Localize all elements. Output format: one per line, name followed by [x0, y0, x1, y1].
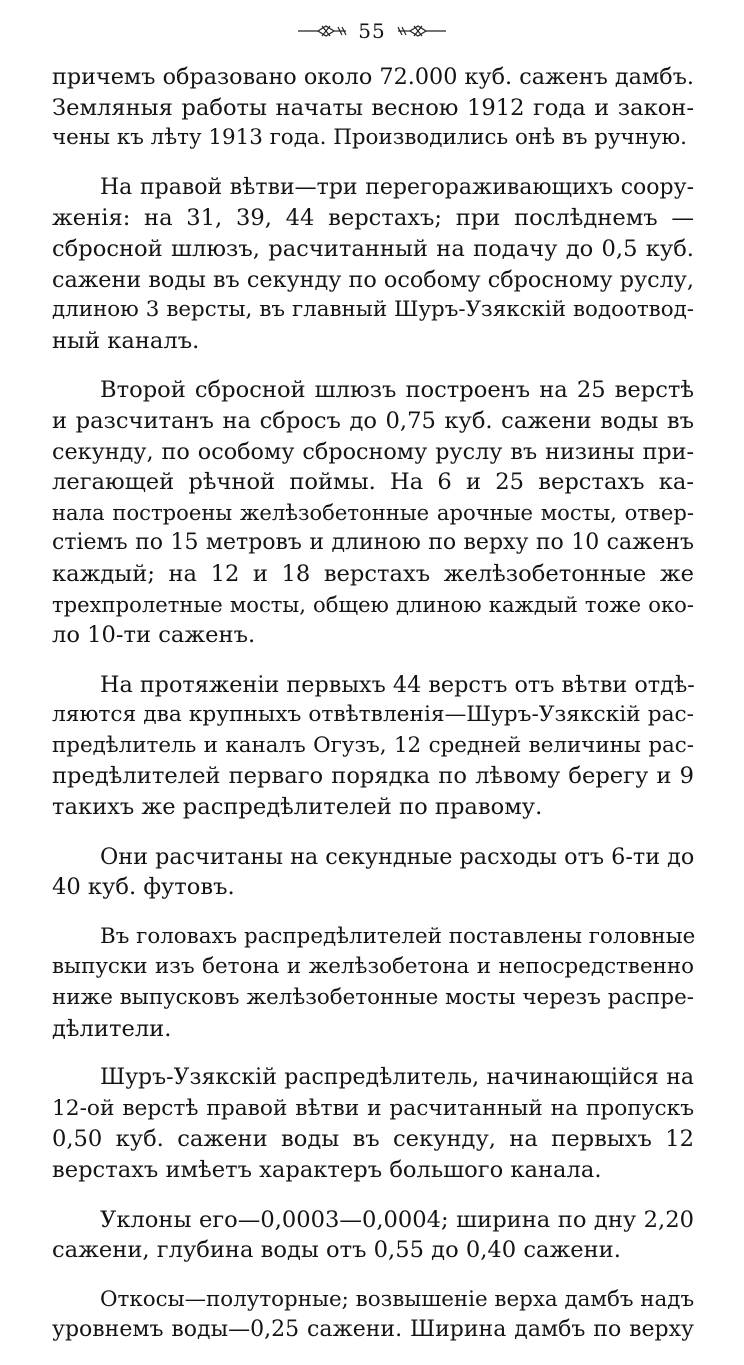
page-number: 55 — [358, 19, 386, 43]
text-line: ло 10-ти саженъ. — [52, 622, 256, 649]
text-line: и разсчитанъ на сбросъ до 0,75 куб. сажени воды въ — [52, 407, 694, 434]
text-line: 12-ой верстѣ правой вѣтви и расчитанный на пропускъ — [52, 1095, 694, 1121]
text-line: причемъ образовано около 72.000 куб. саженъ дамбъ. — [52, 64, 694, 90]
page-header — [0, 16, 744, 46]
text-line: стіемъ по 15 метровъ и длиною по верху по 10 саженъ — [52, 530, 694, 556]
text-line: ниже выпусковъ желѣзобетонные мосты черезъ распре- — [52, 985, 694, 1011]
paragraph — [52, 375, 694, 650]
text-line: сажени, глубина воды отъ 0,55 до 0,40 сажени. — [52, 1237, 621, 1264]
text-line: 40 куб. футовъ. — [52, 874, 235, 901]
text-line: ный каналъ. — [52, 327, 200, 354]
text-line: Откосы—полуторные; возвышеніе верха дамбъ надъ — [100, 1286, 695, 1312]
paragraph — [52, 62, 694, 154]
paragraph — [52, 670, 694, 823]
text-line: уровнемъ воды—0,25 сажени. Ширина дамбъ по верху — [52, 1317, 694, 1343]
text-line: Второй сбросной шлюзъ построенъ на 25 верстѣ — [100, 377, 694, 404]
text-line: каждый; на 12 и 18 верстахъ желѣзобетонные же — [52, 560, 694, 587]
text-line: длиною 3 версты, въ главный Шуръ-Узякскій водоотвод- — [52, 297, 694, 323]
text-line: Уклоны его—0,0003—0,0004; ширина по дну 2,20 — [100, 1206, 694, 1233]
text-line: На протяженіи первыхъ 44 верстъ отъ вѣтви отдѣ- — [100, 671, 695, 698]
paragraph — [52, 842, 694, 903]
text-line: секунду, по особому сбросному руслу въ низины при- — [52, 438, 694, 465]
text-line: легающей рѣчной поймы. На 6 и 25 верстахъ ка- — [52, 469, 694, 496]
text-line: ляются два крупныхъ отвѣтвленія—Шуръ-Узякскій рас- — [52, 702, 694, 728]
text-line: Они расчитаны на секундные расходы отъ 6-ти до — [100, 843, 695, 870]
paragraph — [52, 1063, 694, 1185]
text-line: предѣлителей перваго порядка по лѣвому берегу и 9 — [52, 763, 694, 790]
text-line: Земляныя работы начаты весною 1912 года и закон- — [52, 94, 694, 121]
text-line: предѣлитель и каналъ Огузъ, 12 средней величины рас- — [52, 732, 694, 758]
decorative-flourish-left-icon — [296, 24, 348, 38]
text-line: дѣлители. — [52, 1015, 172, 1042]
paragraph — [52, 1285, 694, 1346]
paragraph — [52, 1205, 694, 1266]
text-line: нала построены желѣзобетонные арочные мосты, отвер- — [52, 499, 694, 525]
paragraph — [52, 173, 694, 357]
text-line: выпуски изъ бетона и желѣзобетона и непосредственно — [52, 954, 694, 980]
page-body — [52, 62, 694, 1365]
text-line: Шуръ-Узякскій распредѣлитель, начинающійся на — [100, 1065, 694, 1091]
text-line: сбросной шлюзъ, расчитанный на подачу до 0,5 куб. — [52, 235, 694, 262]
text-line: сажени воды въ секунду по особому сбросному руслу, — [52, 266, 694, 293]
text-line: такихъ же распредѣлителей по правому. — [52, 794, 543, 821]
text-line: 0,50 куб. сажени воды въ секунду, на первыхъ 12 — [52, 1126, 694, 1153]
text-line: чены къ лѣту 1913 года. Производились онѣ въ ручную. — [52, 125, 687, 151]
decorative-flourish-right-icon — [396, 24, 448, 38]
text-line: верстахъ имѣетъ характеръ большого канала. — [52, 1157, 602, 1183]
text-line: На правой вѣтви—три перегораживающихъ соору- — [100, 174, 694, 200]
paragraph — [52, 922, 694, 1044]
text-line: Въ головахъ распредѣлителей поставлены головные — [100, 923, 696, 949]
text-line: женія: на 31, 39, 44 верстахъ; при послѣднемъ — — [52, 205, 694, 232]
text-line: трехпролетные мосты, общею длиною каждый тоже око- — [52, 591, 694, 617]
